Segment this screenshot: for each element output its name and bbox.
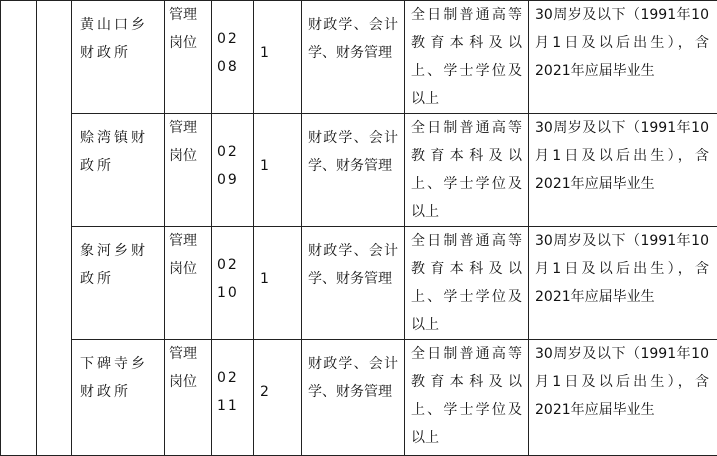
major-cell: 财政学、会计学、财务管理 xyxy=(302,1,405,114)
headcount-cell: 2 xyxy=(254,340,302,456)
position-code-cell: 0208 xyxy=(212,1,254,114)
age-requirement-cell: 30周岁及以下（1991年10月1日及以后出生），含2021年应届毕业生 xyxy=(529,227,717,340)
table-row xyxy=(1,1,717,114)
unit-cell: 黄山口乡财政所 xyxy=(72,1,165,114)
merged-blank-cell xyxy=(1,1,37,456)
headcount-cell: 1 xyxy=(254,227,302,340)
unit-cell: 下碑寺乡财政所 xyxy=(72,340,165,456)
education-cell: 全日制普通高等教育本科及以上、学士学位及以上 xyxy=(405,114,529,227)
position-code-cell: 0211 xyxy=(212,340,254,456)
unit-cell: 象河乡财政所 xyxy=(72,227,165,340)
major-cell: 财政学、会计学、财务管理 xyxy=(302,227,405,340)
position-code-cell: 0209 xyxy=(212,114,254,227)
table-row xyxy=(1,227,717,340)
education-cell: 全日制普通高等教育本科及以上、学士学位及以上 xyxy=(405,1,529,114)
table-row xyxy=(1,340,717,456)
category-cell: 管理岗位 xyxy=(165,1,212,114)
major-cell: 财政学、会计学、财务管理 xyxy=(302,114,405,227)
age-requirement-cell: 30周岁及以下（1991年10月1日及以后出生），含2021年应届毕业生 xyxy=(529,1,717,114)
major-cell: 财政学、会计学、财务管理 xyxy=(302,340,405,456)
age-requirement-cell: 30周岁及以下（1991年10月1日及以后出生），含2021年应届毕业生 xyxy=(529,114,717,227)
headcount-cell: 1 xyxy=(254,1,302,114)
table-row xyxy=(1,114,717,227)
education-cell: 全日制普通高等教育本科及以上、学士学位及以上 xyxy=(405,340,529,456)
headcount-cell: 1 xyxy=(254,114,302,227)
category-cell: 管理岗位 xyxy=(165,340,212,456)
education-cell: 全日制普通高等教育本科及以上、学士学位及以上 xyxy=(405,227,529,340)
category-cell: 管理岗位 xyxy=(165,227,212,340)
age-requirement-cell: 30周岁及以下（1991年10月1日及以后出生），含2021年应届毕业生 xyxy=(529,340,717,456)
category-cell: 管理岗位 xyxy=(165,114,212,227)
position-code-cell: 0210 xyxy=(212,227,254,340)
merged-blank-cell xyxy=(37,1,72,456)
unit-cell: 赊湾镇财政所 xyxy=(72,114,165,227)
